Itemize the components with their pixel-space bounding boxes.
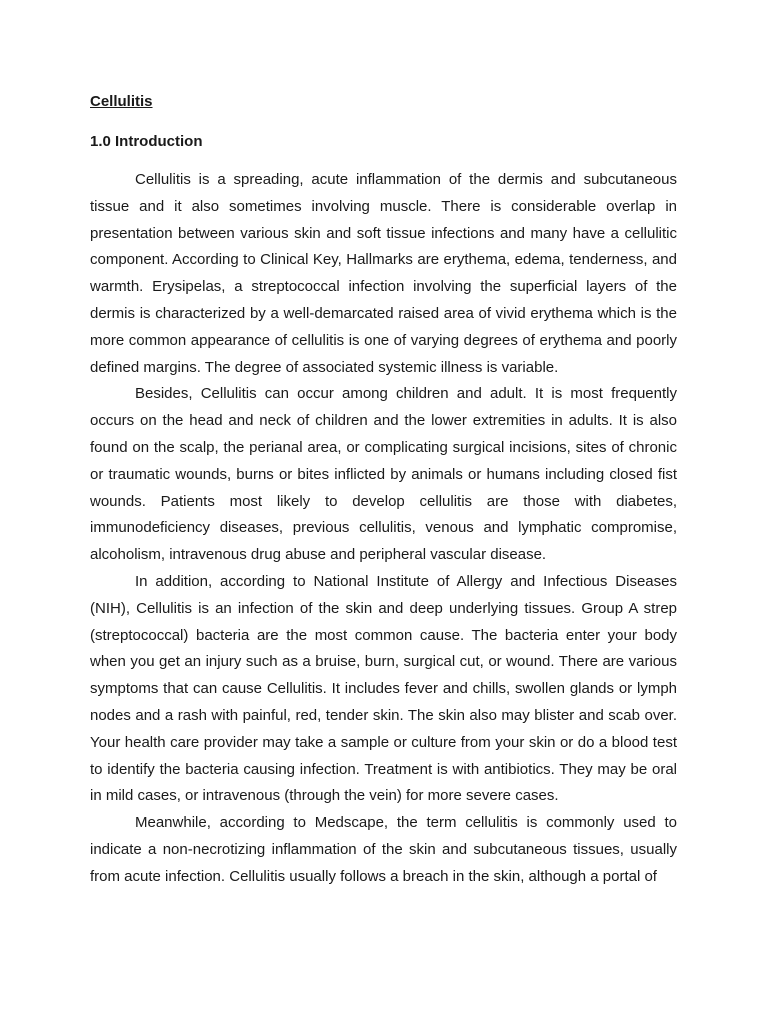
paragraph: Meanwhile, according to Medscape, the term cellulitis is commonly used to indicate a non-necrotizing inflammation of the skin and subcutaneous tissues, usually from acute infection. Cellulitis usually follows a breach in the skin, although a portal of	[90, 814, 677, 885]
document-title: Cellulitis	[90, 93, 153, 110]
paragraph: Cellulitis is a spreading, acute inflammation of the dermis and subcutaneous tissue and it also sometimes involving muscle. There is considerable overlap in presentation between various skin and soft tissue infections and many have a cellulitic component. According to Clinical Key, Hallmarks are erythema, edema, tenderness, and warmth. Erysipelas, a streptococcal infection involving the superficial layers of the dermis is characterized by a well-demarcated raised area of vivid erythema which is the more common appearance of cellulitis is one of varying degrees of erythema and poorly defined margins. The degree of associated systemic illness is variable.	[90, 171, 677, 376]
paragraph: In addition, according to National Institute of Allergy and Infectious Diseases (NIH), Cellulitis is an infection of the skin and deep underlying tissues. Group A strep (streptococcal) bacteria are the most common cause. The bacteria enter your body when you get an injury such as a bruise, burn, surgical cut, or wound. There are various symptoms that can cause Cellulitis. It includes fever and chills, swollen glands or lymph nodes and a rash with painful, red, tender skin. The skin also may blister and scab over. Your health care provider may take a sample or culture from your skin or do a blood test to identify the bacteria causing infection. Treatment is with antibiotics. They may be oral in mild cases, or intravenous (through the vein) for more severe cases.	[90, 572, 677, 805]
body-text	[90, 167, 677, 891]
section-heading: 1.0 Introduction	[90, 133, 203, 150]
paragraph: Besides, Cellulitis can occur among children and adult. It is most frequently occurs on the head and neck of children and the lower extremities in adults. It is also found on the scalp, the perianal area, or complicating surgical incisions, sites of chronic or traumatic wounds, burns or bites inflicted by animals or humans including closed fist wounds. Patients most likely to develop cellulitis are those with diabetes, immunodeficiency diseases, previous cellulitis, venous and lymphatic compromise, alcoholism, intravenous drug abuse and peripheral vascular disease.	[90, 385, 677, 564]
